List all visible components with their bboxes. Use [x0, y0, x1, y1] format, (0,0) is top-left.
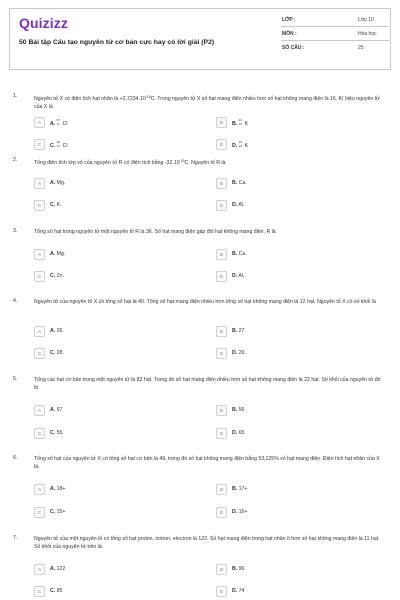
meta-key: LỚP : [282, 17, 296, 23]
option-c[interactable] [34, 348, 190, 361]
option-letter-box: A [34, 249, 45, 260]
option-a[interactable] [34, 178, 190, 191]
option-letter-box: C [34, 507, 45, 518]
option-text: D. 29. [232, 350, 246, 356]
option-text: D. Al. [232, 202, 245, 208]
option-a[interactable] [34, 117, 190, 130]
option-letter-box: B [216, 249, 227, 260]
question-number: 2. [13, 157, 18, 163]
question-number: 7. [13, 535, 18, 541]
option-text: A. 122 [50, 566, 66, 572]
option-letter-box: D [216, 507, 227, 518]
option-text: A. 37 17 Cl [50, 118, 68, 127]
option-c[interactable] [34, 428, 190, 441]
option-text: B. 56 [232, 407, 245, 413]
question-text: Tổng số hạt trong nguyên tử một nguyên tố R là 36. Số hạt mang điện gấp đôi hạt không mang điện. R là [34, 229, 276, 235]
option-text: B. 17+ [232, 486, 248, 492]
option-c[interactable] [34, 507, 190, 520]
question-number: 5. [13, 376, 18, 382]
option-d[interactable] [216, 139, 372, 152]
meta-value: 25 [358, 45, 364, 51]
option-letter-box: A [34, 178, 45, 189]
option-text: A. 18+ [50, 486, 66, 492]
option-a[interactable] [34, 484, 190, 497]
option-text: A. Mg. [50, 180, 66, 186]
option-text: B. 96 [232, 566, 245, 572]
option-letter-box: B [216, 178, 227, 189]
option-letter-box: B [216, 405, 227, 416]
question-number: 6. [13, 455, 18, 461]
option-a[interactable] [34, 249, 190, 262]
option-letter-box: D [216, 271, 227, 282]
question-text: Tổng các hạt cơ bản trong một nguyên tử là 82 hạt. Trong đó số hạt mang điện nhiều hơn số hạt không mang điện là 22 hạt. Số khối của nguyên tử đó là [34, 377, 381, 392]
option-text: C. 28. [50, 350, 64, 356]
worksheet-title: 50 Bài tập Cấu tạo nguyên tử cơ bản cực hay có lời giải (P2) [19, 39, 215, 46]
option-letter-box: C [34, 586, 45, 597]
option-a[interactable] [34, 326, 190, 339]
option-letter-box: A [34, 326, 45, 337]
option-b[interactable] [216, 564, 372, 577]
question-number: 1. [13, 93, 18, 99]
option-text: B. 40 19 K [232, 118, 249, 127]
option-letter-box: D [216, 586, 227, 597]
option-a[interactable] [34, 405, 190, 418]
option-b[interactable] [216, 326, 372, 339]
option-d[interactable] [216, 348, 372, 361]
option-b[interactable] [216, 117, 372, 130]
worksheet-meta [281, 13, 389, 55]
option-text: C. 55 [50, 430, 63, 436]
question-number: 4. [13, 298, 18, 304]
meta-key: SỐ CÂU : [282, 45, 305, 51]
question-text: Nguyên tử X có điện tích hạt nhân là $+2,7234.10^{-18}C$. Trong nguyên tử X số hạt mang điện nhiều hơn số hạt không mang điện là 16. Kí hiệu nguyên tử của X là [34, 95, 380, 111]
option-text: D. Al. [232, 273, 245, 279]
option-c[interactable] [34, 271, 190, 284]
meta-row-question-count [281, 41, 389, 55]
option-b[interactable] [216, 405, 372, 418]
meta-row-subject [281, 27, 389, 41]
option-c[interactable] [34, 200, 190, 213]
option-letter-box: B [216, 117, 227, 128]
option-d[interactable] [216, 428, 372, 441]
option-letter-box: C [34, 428, 45, 439]
option-letter-box: D [216, 200, 227, 211]
option-text: C. 15+ [50, 509, 66, 515]
option-text: D. 16+ [232, 509, 248, 515]
option-text: A. 26. [50, 328, 64, 334]
option-letter-box: A [34, 484, 45, 495]
option-d[interactable] [216, 586, 372, 599]
option-c[interactable] [34, 139, 190, 152]
option-text: A. 57 [50, 407, 63, 413]
option-letter-box: C [34, 271, 45, 282]
option-a[interactable] [34, 564, 190, 577]
option-d[interactable] [216, 200, 372, 213]
option-text: D. 65 [232, 430, 245, 436]
option-letter-box: D [216, 139, 227, 150]
option-letter-box: C [34, 348, 45, 359]
question-text: Nguyên tử của nguyên tố X có tổng số hạt là 40. Tổng số hạt mang điện nhiều hơn tổng số hạt không mang điện là 12 hạt. Nguyên tố X có số khối là [34, 299, 376, 305]
option-letter-box: A [34, 564, 45, 575]
option-b[interactable] [216, 178, 372, 191]
option-b[interactable] [216, 484, 372, 497]
option-text: C. K. [50, 202, 62, 208]
option-b[interactable] [216, 249, 372, 262]
option-text: B. 27. [232, 328, 246, 334]
worksheet-header [9, 8, 391, 70]
option-text: D. 74 [232, 588, 245, 594]
question-text: Nguyên tử của một nguyên tố có tổng số hạt proton, notron, electron là 122. Số hạt mang điện trong hạt nhân ít hơn số hạt không mang điện là 11 hạt. Số khối của nguyên tử trên là: [34, 536, 380, 551]
option-d[interactable] [216, 271, 372, 284]
quizizz-logo: Quizizz [19, 15, 68, 31]
meta-value: Hóa học [358, 31, 377, 37]
option-letter-box: B [216, 484, 227, 495]
option-text: B. Ca. [232, 251, 247, 257]
meta-key: MÔN : [282, 31, 297, 37]
meta-value: Lớp 10 [358, 17, 374, 23]
option-letter-box: A [34, 405, 45, 416]
question-text: Tổng số hạt của nguyên tử X có tổng số hạt cơ bản là 49, trong đó số hạt không mang điện bằng 53,125% số hạt mang điện. Điện tích hạt nhân của X là: [34, 456, 380, 471]
option-letter-box: D [216, 428, 227, 439]
option-letter-box: B [216, 564, 227, 575]
option-text: B. Ca. [232, 180, 247, 186]
question-text: Tổng điện tích lớp vỏ của nguyên tử R có điện tích bằng $-32.10^{-19}C$. Nguyên tố R là [34, 159, 226, 166]
option-text: A. Mg. [50, 251, 66, 257]
option-letter-box: A [34, 117, 45, 128]
option-text: C. 35 17 Cl [50, 140, 68, 149]
meta-row-grade [281, 13, 389, 27]
option-d[interactable] [216, 507, 372, 520]
option-text: D. 39 19 K [232, 140, 249, 149]
option-text: C. 85 [50, 588, 63, 594]
option-text: C. Zn. [50, 273, 65, 279]
option-letter-box: B [216, 326, 227, 337]
option-c[interactable] [34, 586, 190, 599]
question-number: 3. [13, 228, 18, 234]
option-letter-box: D [216, 348, 227, 359]
option-letter-box: C [34, 139, 45, 150]
option-letter-box: C [34, 200, 45, 211]
